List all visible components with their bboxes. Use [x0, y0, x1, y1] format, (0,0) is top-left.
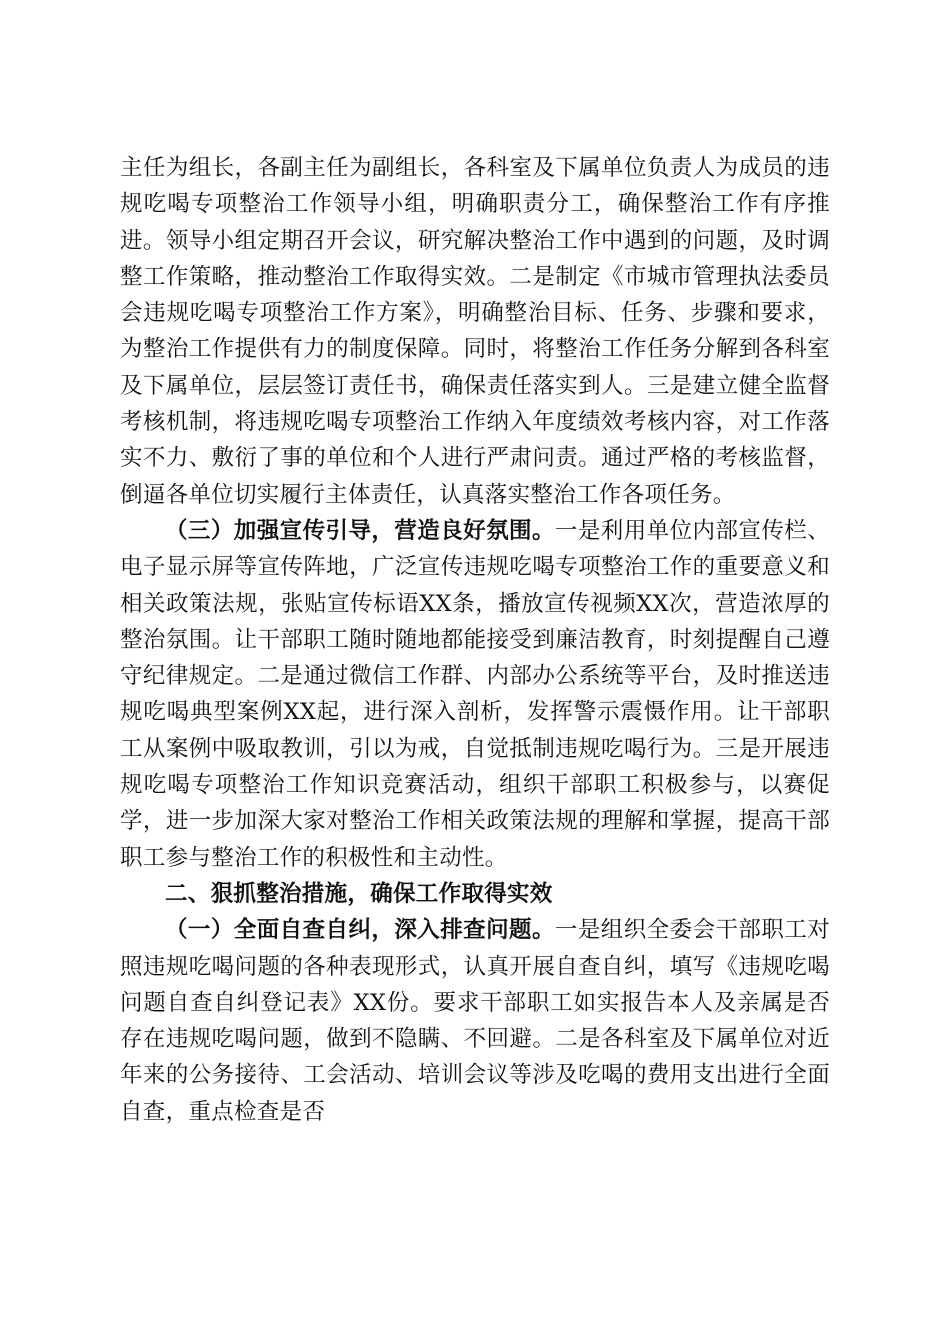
section-heading: 二、狠抓整治措施，确保工作取得实效: [165, 880, 553, 907]
paragraph-self-check: [120, 912, 830, 1130]
paragraph-publicity: [120, 513, 830, 876]
paragraph-lead: （三）加强宣传引导，营造良好氛围。: [165, 517, 555, 544]
paragraph-continued: [120, 150, 830, 513]
document-body: [120, 150, 830, 1130]
paragraph-text: 一是利用单位内部宣传栏、电子显示屏等宣传阵地，广泛宣传违规吃喝专项整治工作的重要意义和相关政策法规，张贴宣传标语XX条，播放宣传视频XX次，营造浓厚的整治氛围。让干部职工随时随地都能接受到廉洁教育，时刻提醒自己遵守纪律规定。二是通过微信工作群、内部办公系统等平台，及时推送违规吃喝典型案例XX起，进行深入剖析，发挥警示震慑作用。让干部职工从案例中吸取教训，引以为戒，自觉抵制违规吃喝行为。三是开展违规吃喝专项整治工作知识竞赛活动，组织干部职工积极参与，以赛促学，进一步加深大家对整治工作相关政策法规的理解和掌握，提高干部职工参与整治工作的积极性和主动性。: [120, 517, 830, 871]
paragraph-lead: （一）全面自查自纠，深入排查问题。: [165, 917, 555, 944]
paragraph-text: 主任为组长，各副主任为副组长，各科室及下属单位负责人为成员的违规吃喝专项整治工作领导小组，明确职责分工，确保整治工作有序推进。领导小组定期召开会议，研究解决整治工作中遇到的问题，及时调整工作策略，推动整治工作取得实效。二是制定《市城市管理执法委员会违规吃喝专项整治工作方案》，明确整治目标、任务、步骤和要求，为整治工作提供有力的制度保障。同时，将整治工作任务分解到各科室及下属单位，层层签订责任书，确保责任落实到人。三是建立健全监督考核机制，将违规吃喝专项整治工作纳入年度绩效考核内容，对工作落实不力、敷衍了事的单位和个人进行严肃问责。通过严格的考核监督，倒逼各单位切实履行主体责任，认真落实整治工作各项任务。: [120, 155, 830, 508]
paragraph-text: 一是组织全委会干部职工对照违规吃喝问题的各种表现形式，认真开展自查自纠，填写《违规吃喝问题自查自纠登记表》XX份。要求干部职工如实报告本人及亲属是否存在违规吃喝问题，做到不隐瞒、不回避。二是各科室及下属单位对近年来的公务接待、工会活动、培训会议等涉及吃喝的费用支出进行全面自查，重点检查是否: [120, 917, 830, 1125]
